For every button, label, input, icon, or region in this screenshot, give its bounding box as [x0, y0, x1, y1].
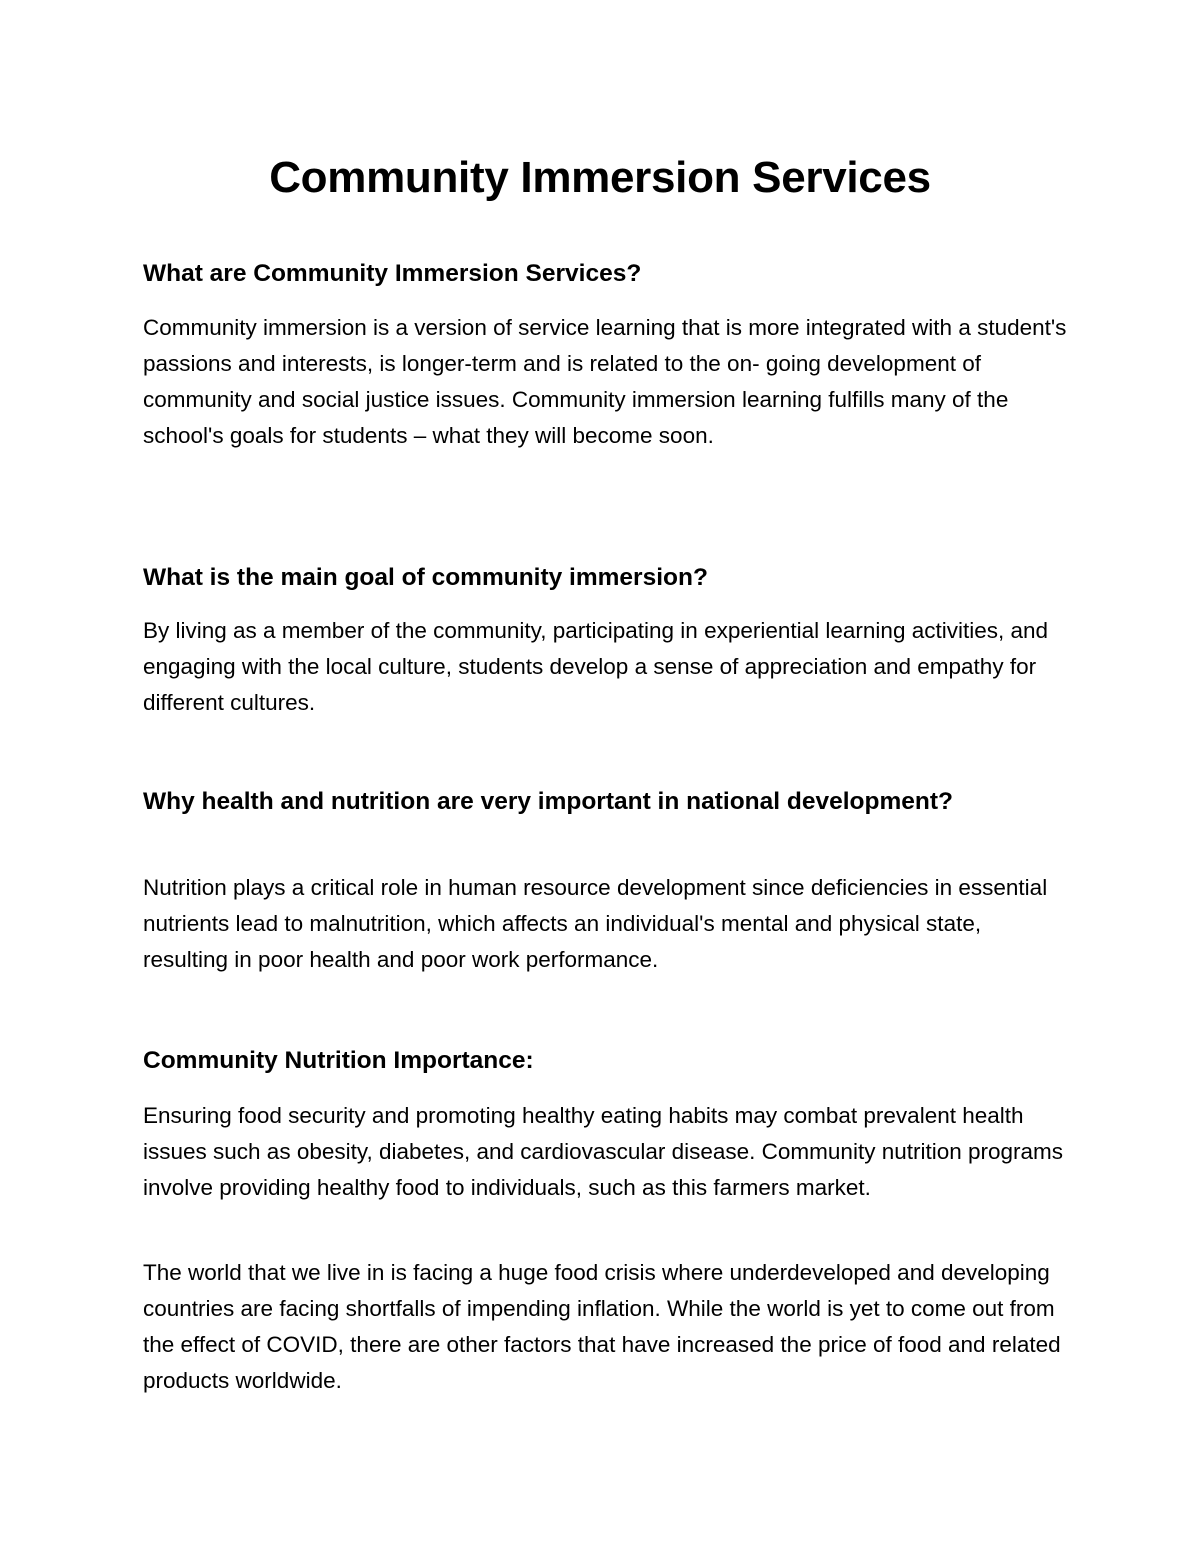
document-title: Community Immersion Services — [269, 153, 931, 202]
section-paragraph: Community immersion is a version of service learning that is more integrated with a student's passions and interests, is longer-term and is related to the on- going development of community and social justice issues. Community immersion learning fulfills many of the school's goals for students – what they will become soon. — [143, 315, 1067, 448]
section-heading: Why health and nutrition are very important in national development? — [143, 788, 953, 815]
section-heading: What are Community Immersion Services? — [143, 260, 642, 287]
section-heading: Community Nutrition Importance: — [143, 1047, 534, 1074]
section-paragraph: Ensuring food security and promoting healthy eating habits may combat prevalent health issues such as obesity, diabetes, and cardiovascular disease. Community nutrition programs involve providing healthy food to individuals, such as this farmers market. — [143, 1103, 1064, 1200]
section-paragraph: The world that we live in is facing a huge food crisis where underdeveloped and developing countries are facing shortfalls of impending inflation. While the world is yet to come out from the effect of COVID, there are other factors that have increased the price of food and related products worldwide. — [143, 1260, 1061, 1393]
section-paragraph: Nutrition plays a critical role in human resource development since deficiencies in essential nutrients lead to malnutrition, which affects an individual's mental and physical state, resulting in poor health and poor work performance. — [143, 875, 1048, 972]
section-paragraph: By living as a member of the community, participating in experiential learning activities, and engaging with the local culture, students develop a sense of appreciation and empathy for different cultures. — [143, 618, 1049, 715]
section-heading: What is the main goal of community immersion? — [143, 564, 708, 591]
